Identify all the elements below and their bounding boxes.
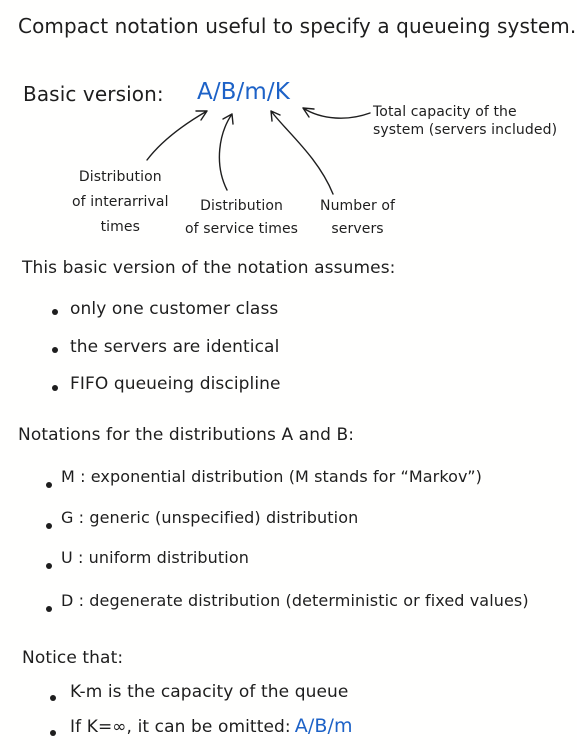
arrow-to-k xyxy=(303,108,370,118)
page-title: Compact notation useful to specify a queueing system. xyxy=(18,14,577,38)
distributions-heading: Notations for the distributions A and B: xyxy=(18,425,355,445)
arrow-to-a xyxy=(147,111,207,160)
distribution-item: D : degenerate distribution (deterministic or fixed values) xyxy=(61,591,529,610)
notice-item xyxy=(70,715,353,737)
bullet-dot xyxy=(46,482,52,488)
bullet-dot xyxy=(46,523,52,529)
annotation-interarrival-text: Distribution of interarrival times xyxy=(72,169,169,235)
bullet-dot xyxy=(46,606,52,612)
basic-version-label: Basic version: xyxy=(23,82,164,106)
assumption-item: only one customer class xyxy=(70,299,279,319)
bullet-dot xyxy=(46,563,52,569)
omitted-notation: A/B/m xyxy=(294,715,353,737)
distribution-item: M : exponential distribution (M stands for “Markov”) xyxy=(61,467,483,486)
annotation-service-text: Distribution of service times xyxy=(185,198,299,237)
bullet-dot xyxy=(52,347,58,353)
arrow-to-b xyxy=(219,114,233,190)
bullet-dot xyxy=(50,730,56,736)
assumption-item: FIFO queueing discipline xyxy=(70,374,281,394)
notice-heading: Notice that: xyxy=(22,648,124,668)
bullet-dot xyxy=(52,385,58,391)
notice-item: K-m is the capacity of the queue xyxy=(70,682,349,702)
bullet-dot xyxy=(50,695,56,701)
bullet-dot xyxy=(52,309,58,315)
annotation-servers xyxy=(320,195,395,241)
kendall-notation: A/B/m/K xyxy=(197,79,290,105)
annotation-total-capacity-text: Total capacity of the system (servers included) xyxy=(373,104,558,138)
distribution-item: U : uniform distribution xyxy=(61,548,249,567)
annotation-interarrival xyxy=(72,165,169,240)
assumptions-heading: This basic version of the notation assumes: xyxy=(22,258,396,278)
distribution-item: G : generic (unspecified) distribution xyxy=(61,508,359,527)
arrow-to-m xyxy=(271,111,333,194)
annotation-total-capacity xyxy=(373,103,557,139)
annotation-servers-text: Number of servers xyxy=(320,198,396,237)
assumption-item: the servers are identical xyxy=(70,337,280,357)
annotation-service xyxy=(185,195,298,241)
notice-item-text: If K=∞, it can be omitted: xyxy=(70,717,291,737)
